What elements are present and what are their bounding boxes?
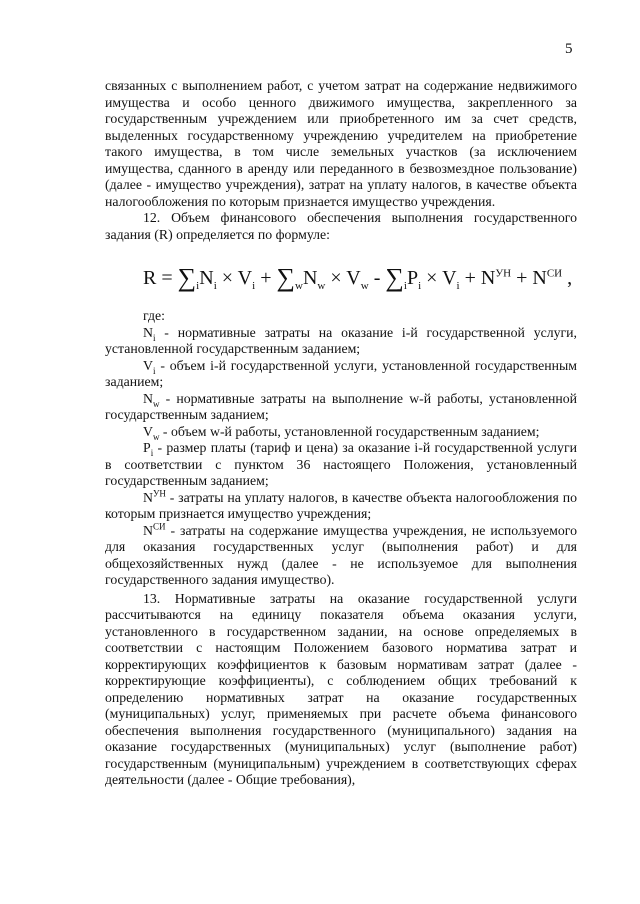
def-subscript: i [152,332,156,343]
def-symbol: N [143,489,153,505]
paragraph-intro: связанных с выполнением работ, с учетом затрат на содержание недвижимого имущества и особо ценного движимого имущества, закрепленного за государственным учреждением или приобретенного им за счет средств, выделенных государственному учреждению учредителем на приобретение такого имущества, в том числе земельных участков (за исключением имущества, сданного в аренду или переданного в безвозмездное пользование) (далее - имущество учреждения), затрат на уплату налогов, в качестве объекта налогообложения по которым признается имущество учреждения. [105,78,577,209]
def-text: - объем w-й работы, установленной государственным заданием; [159,423,540,439]
definition-vw [105,424,577,441]
def-subscript: i [150,447,154,458]
def-text: - объем i-й государственной услуги, установленной государственным заданием; [105,357,577,389]
def-subscript: w [152,431,160,442]
def-symbol: N [143,324,153,340]
formula-op: × [330,267,342,289]
sum-symbol: ∑ [177,263,197,292]
formula-op: × [426,267,438,289]
formula-index: w [360,280,369,292]
formula-op: + [464,267,476,289]
def-superscript: СИ [152,520,166,531]
formula-index: w [317,280,326,292]
formula-index: i [418,280,422,292]
paragraph-13: 13. Нормативные затраты на оказание государственной услуги рассчитываются на единицу показателя объема оказания услуги, установленного в государственном задании, на основе определяемых в соответствии с настоящим Положением базового норматива затрат и корректирующих коэффициентов к базовым нормативам затрат (далее - корректирующие коэффициенты), с соблюдением общих требований к определению нормативных затрат на оказание государственных (муниципальных) услуг, применяемых при расчете объема финансового обеспечения выполнения государственного (муниципального) задания на оказание государственных (муниципальных) услуг (выполнение работ) государственным (муниципальным) учреждением в соответствующих сферах деятельности (далее - Общие требования), [105,590,577,787]
formula-op: + [516,267,528,289]
def-superscript: УН [152,487,166,498]
formula-index: i [456,280,460,292]
formula-index: i [252,280,256,292]
formula-var: V [346,267,361,289]
sum-symbol: ∑ [385,263,404,292]
def-symbol: V [143,423,153,439]
definition-vi [105,358,577,391]
definition-nw [105,391,577,424]
definition-ni [105,325,577,358]
where-label: где: [143,308,165,323]
def-symbol: V [143,357,153,373]
def-text: - нормативные затраты на выполнение w-й работы, установленной государственным заданием; [105,390,577,422]
formula-superscript: СИ [546,267,563,280]
formula-var: P [406,267,419,289]
def-symbol: P [143,440,151,455]
formula-var: N [480,267,496,289]
def-symbol: N [143,522,153,538]
formula-var: V [442,267,457,289]
formula-index: w [295,280,303,292]
financing-formula [105,262,577,292]
def-text: - размер платы (тариф и цена) за оказание i-й государственной услуги в соответствии с пунктом 36 настоящего Положения, установленный государственным заданием; [105,440,577,488]
formula-op: × [221,267,234,289]
formula-var: V [237,267,253,289]
def-text: - затраты на содержание имущества учреждения, не используемого для оказания государственных услуг (выполнения работ) и для общехозяйственных нужд (далее - не используемое для выполнения государственного задания имущество). [105,522,577,587]
def-symbol: N [143,390,153,406]
definition-nun [105,487,577,523]
definition-nsi [105,520,577,589]
formula-index: i [403,280,407,292]
def-subscript: w [152,398,160,409]
formula-op: + [260,267,272,289]
formula-lhs: R = [143,267,173,289]
definition-pi [105,440,577,490]
formula-end: , [567,267,573,289]
formula-index: i [196,280,200,292]
formula-var: N [199,267,214,289]
def-subscript: i [152,365,156,376]
formula-var: N [532,267,547,289]
formula-index: i [213,280,217,292]
def-text: - затраты на уплату налогов, в качестве объекта налогообложения по которым признается имущество учреждения; [105,489,577,521]
paragraph-12: 12. Объем финансового обеспечения выполнения государственного задания (R) определяется по формуле: [105,210,577,242]
def-text: - нормативные затраты на оказание i-й государственной услуги, установленной государственным заданием; [105,324,577,356]
page-number: 5 [565,41,573,57]
sum-symbol: ∑ [276,263,296,292]
document-body [105,78,577,789]
formula-op: - [373,267,381,289]
formula-var: N [302,267,318,289]
formula-superscript: УН [495,267,512,280]
